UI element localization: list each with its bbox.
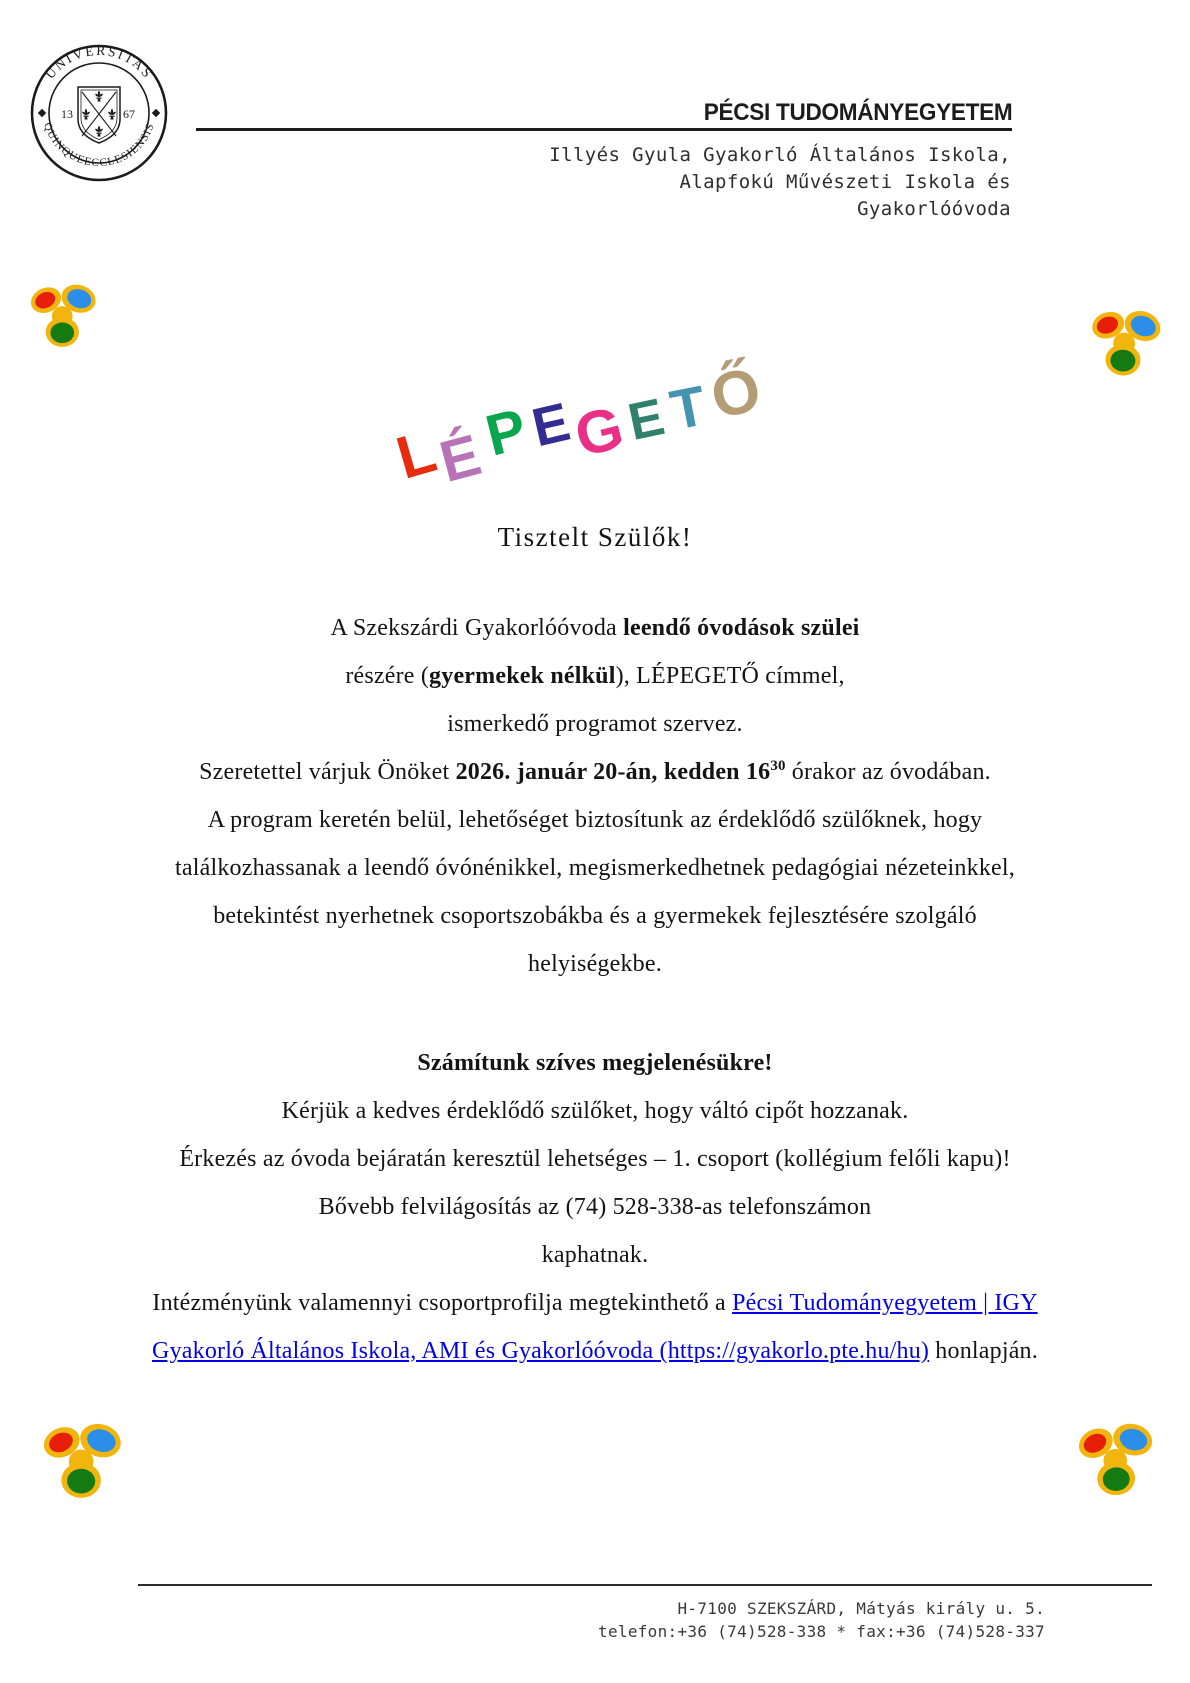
body-line <box>40 892 1150 940</box>
body-line <box>40 1231 1150 1279</box>
body-line <box>40 844 1150 892</box>
seal-top-text: UNIVERSITAS <box>41 42 157 82</box>
body-line <box>40 700 1150 748</box>
body-line <box>40 1183 1150 1231</box>
lepegeto-letter: E <box>623 388 670 452</box>
lepegeto-letter: T <box>665 373 711 442</box>
body-text: helyiségekbe. <box>528 951 662 977</box>
footer-address <box>598 1597 1045 1643</box>
body-line <box>40 604 1150 652</box>
body-text: Számítunk szíves megjelenésükre! <box>417 1050 773 1076</box>
body-line <box>40 940 1150 988</box>
institution-name-block <box>549 142 1011 223</box>
seal-bottom-text: QUINQUEECCLESIENSIS <box>41 121 157 170</box>
footer-divider <box>138 1584 1152 1586</box>
lepegeto-letter: L <box>388 417 443 492</box>
website-link[interactable]: Gyakorló Általános Iskola, AMI és Gyakorlóóvoda (https://gyakorlo.pte.hu/hu) <box>152 1338 930 1364</box>
body-text: betekintést nyerhetnek csoportszobákba és a gyermekek fejlesztésére szolgáló <box>213 903 977 929</box>
institution-line: Illyés Gyula Gyakorló Általános Iskola, <box>549 144 1011 166</box>
body-text: találkozhassanak a leendő óvónénikkel, megismerkedhetnek pedagógiai nézeteinkkel, <box>175 855 1015 881</box>
body-text: Intézményünk valamennyi csoportprofilja megtekinthető a <box>152 1290 733 1316</box>
seal-year-left: 13 <box>61 107 73 121</box>
body-line <box>40 1327 1150 1375</box>
footer-address-line: H-7100 SZEKSZÁRD, Mátyás király u. 5. <box>677 1599 1045 1618</box>
body-line <box>40 796 1150 844</box>
body-text: honlapján. <box>929 1338 1038 1364</box>
clover-footprint-icon <box>33 1416 131 1504</box>
lepegeto-letter: E <box>526 391 575 459</box>
institution-line: Alapfokú Művészeti Iskola és <box>679 171 1011 193</box>
body-text: részére ( <box>345 663 430 689</box>
institution-line: Gyakorlóóvoda <box>857 198 1011 220</box>
body-text: Kérjük a kedves érdeklődő szülőket, hogy váltó cipőt hozzanak. <box>281 1098 909 1124</box>
body-line <box>40 1087 1150 1135</box>
footer-phone-line: telefon:+36 (74)528-338 * fax:+36 (74)528-337 <box>598 1622 1045 1641</box>
body-text: A Szekszárdi Gyakorlóóvoda <box>330 615 624 641</box>
body-text: Bővebb felvilágosítás az (74) 528-338-as telefonszámon <box>318 1194 872 1220</box>
letter-body <box>40 604 1150 1375</box>
body-text: ), LÉPEGETŐ címmel, <box>615 663 845 689</box>
body-text: kaphatnak. <box>541 1242 649 1268</box>
lepegeto-letter: G <box>568 393 630 470</box>
body-line <box>40 1279 1150 1327</box>
body-text: Szeretettel várjuk Önöket <box>199 759 456 785</box>
header-divider <box>196 128 1012 131</box>
seal-year-right: 67 <box>123 107 135 121</box>
body-line <box>40 1135 1150 1183</box>
university-name: PÉCSI TUDOMÁNYEGYETEM <box>703 99 1012 126</box>
body-text: 30 <box>770 758 786 774</box>
body-spacer <box>40 988 1150 1039</box>
body-line <box>40 652 1150 700</box>
website-link[interactable]: Pécsi Tudományegyetem | IGY <box>732 1290 1038 1316</box>
lepegeto-title <box>0 340 1174 520</box>
body-text: Érkezés az óvoda bejáratán keresztül lehetséges – 1. csoport (kollégium felőli kapu)! <box>179 1146 1011 1172</box>
lepegeto-letter: É <box>433 422 488 495</box>
body-text: ismerkedő programot szervez. <box>447 711 743 737</box>
body-text: gyermekek nélkül <box>429 663 616 689</box>
body-text: 2026. január 20-án, kedden 16 <box>455 759 771 785</box>
body-text: órakor az óvodában. <box>785 759 991 785</box>
lepegeto-letter: Ő <box>705 354 767 433</box>
body-text: leendő óvodások szülei <box>623 615 860 641</box>
lepegeto-letter: P <box>479 396 533 469</box>
salutation: Tisztelt Szülők! <box>497 522 693 552</box>
seal-shield <box>78 87 120 143</box>
body-line <box>40 1039 1150 1087</box>
body-text: A program keretén belül, lehetőséget biztosítunk az érdeklődő szülőknek, hogy <box>207 807 983 833</box>
body-line <box>40 748 1150 796</box>
clover-footprint-icon <box>1072 1412 1161 1506</box>
university-seal-icon <box>28 42 170 184</box>
